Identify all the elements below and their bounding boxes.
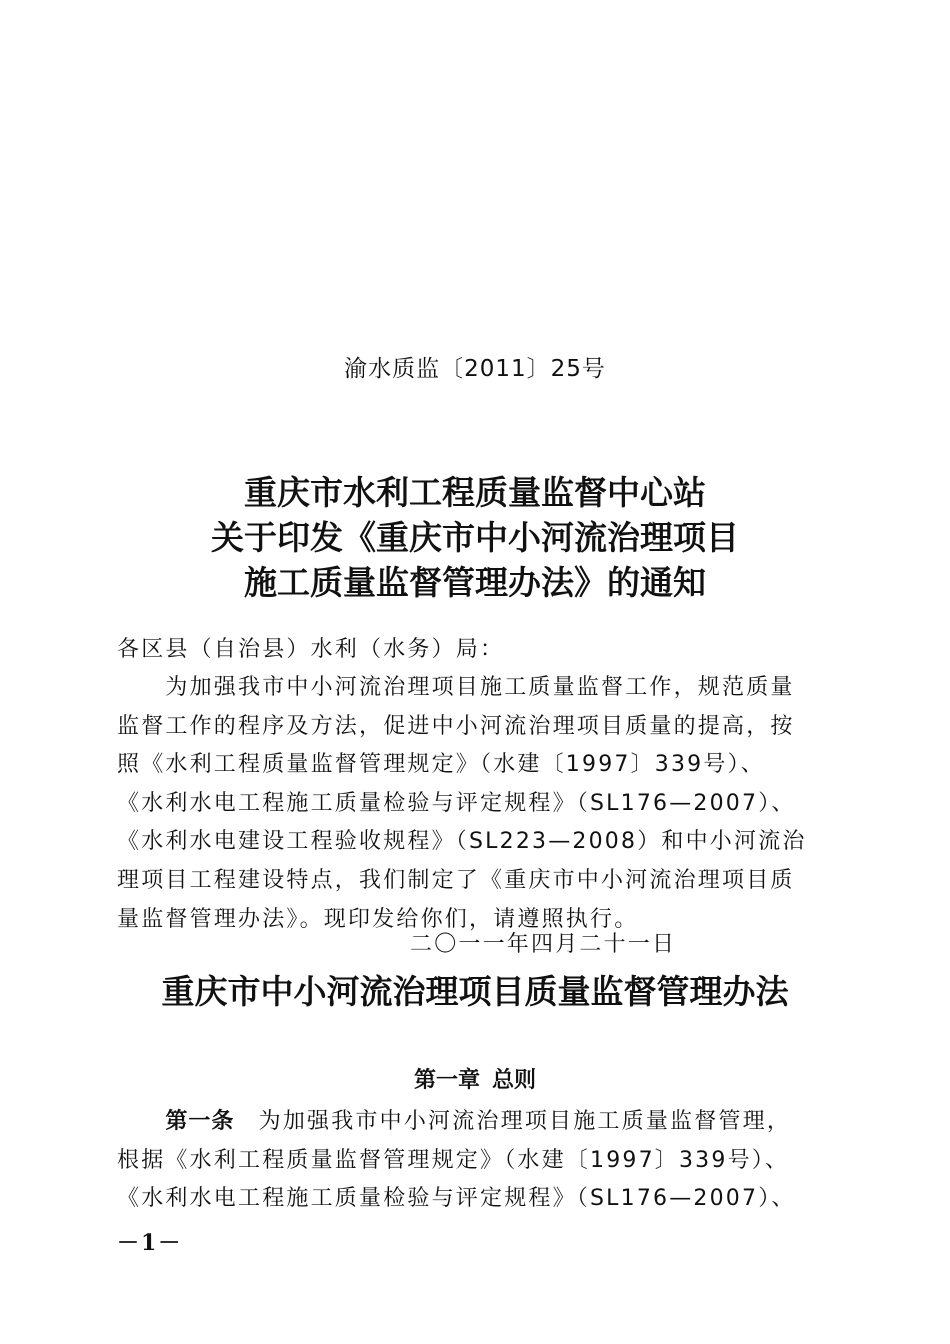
notice-title-line: 关于印发《重庆市中小河流治理项目: [211, 518, 739, 557]
article-text: 为加强我市中小河流治理项目施工质量监督管理，: [258, 1109, 792, 1134]
article-label: 第一条: [165, 1109, 235, 1134]
body-line: 根据《水利工程质量监督管理规定》（水建〔1997〕339号）、: [117, 1147, 790, 1173]
body-line: 理项目工程建设特点，我们制定了《重庆市中小河流治理项目质: [117, 867, 795, 893]
chapter-number: 第一章: [413, 1068, 480, 1093]
body-line: 照《水利工程质量监督管理规定》（水建〔1997〕339号）、: [117, 752, 765, 778]
body-line: 《水利水电工程施工质量检验与评定规程》（SL176—2007）、: [117, 790, 796, 816]
body-line: 监督工作的程序及方法，促进中小河流治理项目质量的提高，按: [117, 713, 795, 739]
chapter-name: 总则: [492, 1068, 537, 1093]
notice-title-line: 施工质量监督管理办法》的通知: [244, 563, 706, 602]
regulation-title: 重庆市中小河流治理项目质量监督管理办法: [161, 972, 789, 1011]
body-line: 《水利水电工程施工质量检验与评定规程》（SL176—2007）、: [117, 1186, 796, 1212]
notice-body: [117, 669, 837, 939]
chapter-heading: [0, 1064, 950, 1098]
body-line: 《水利水电建设工程验收规程》（SL223—2008）和中小河流治: [117, 829, 807, 855]
notice-title-line: 重庆市水利工程质量监督中心站: [244, 473, 706, 512]
article-one: [117, 1103, 837, 1219]
salutation: [117, 631, 837, 670]
body-line: 为加强我市中小河流治理项目施工质量监督工作，规范质量: [117, 675, 795, 700]
salutation-text: 各区县（自治县）水利（水务）局：: [117, 637, 505, 662]
page-number: －1－: [117, 1230, 183, 1256]
body-line: 量监督管理办法》。现印发给你们，请遵照执行。: [117, 906, 639, 932]
notice-title: [0, 470, 950, 605]
issue-date: 二〇一一年四月二十一日: [410, 932, 677, 957]
article-first-line: [117, 1103, 837, 1142]
document-number: 渝水质监〔2011〕25号: [344, 356, 606, 382]
